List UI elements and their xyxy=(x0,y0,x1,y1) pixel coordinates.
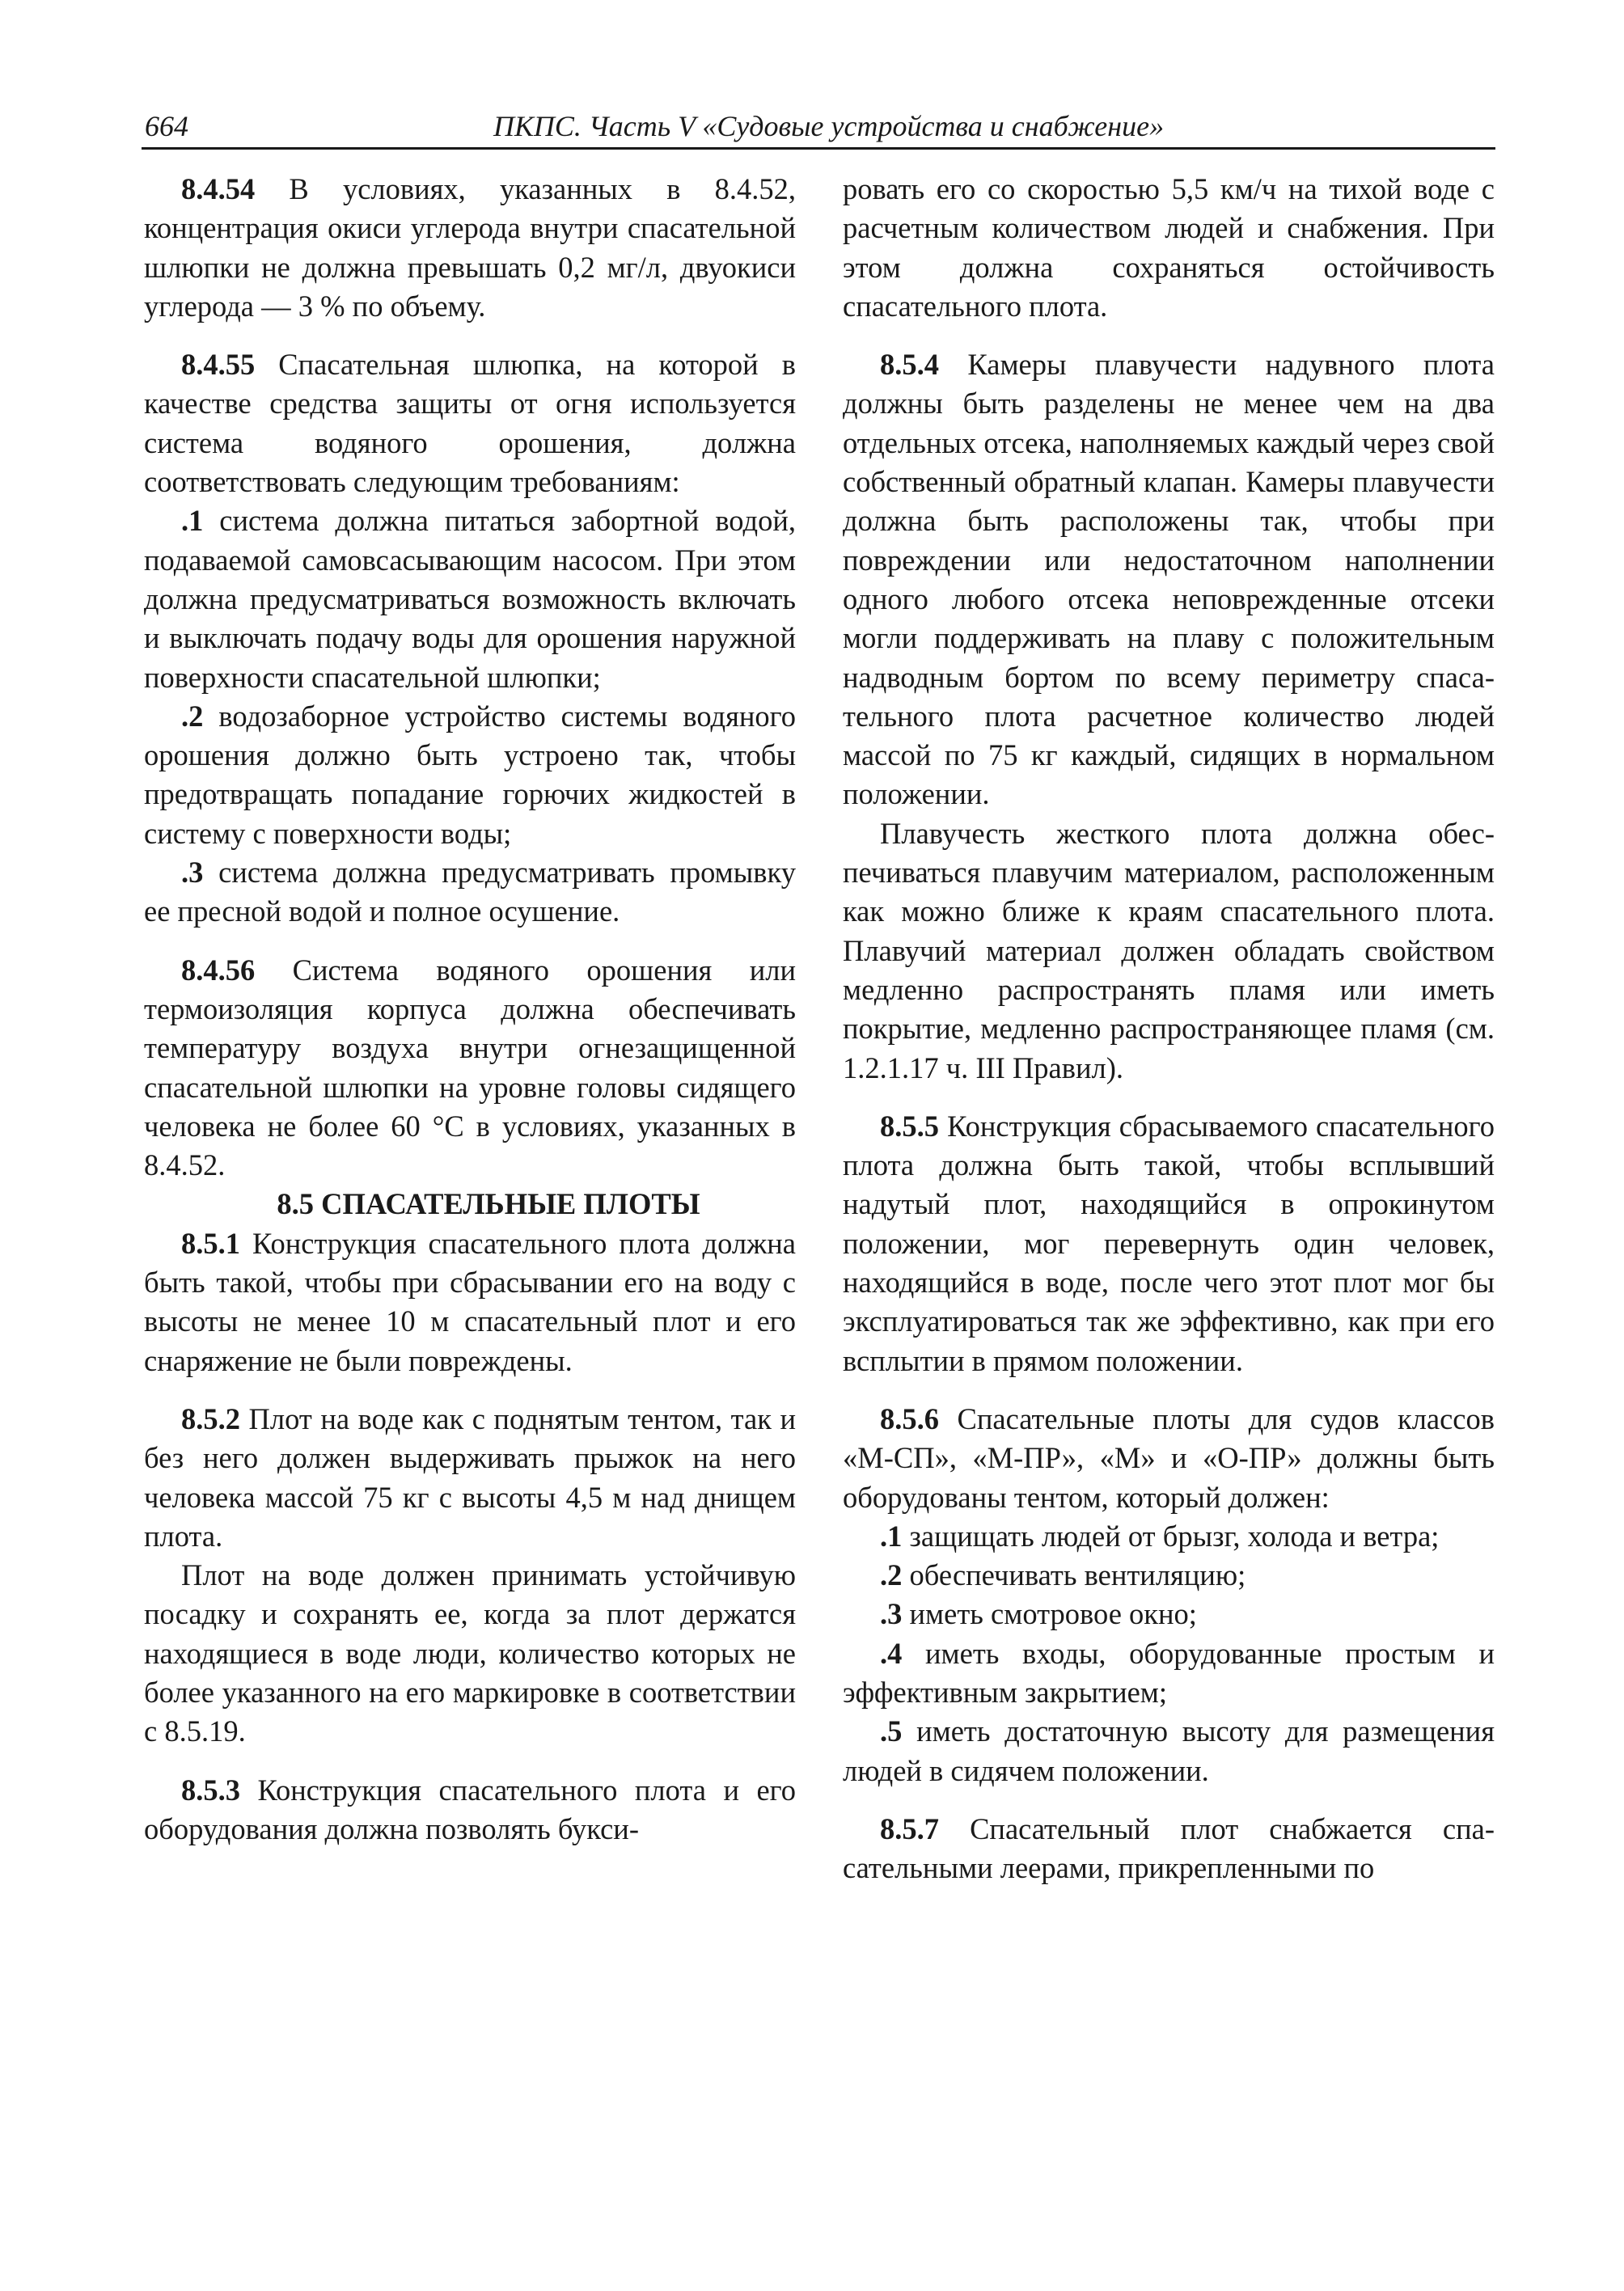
item-number: .3 xyxy=(880,1597,903,1631)
page-number: 664 xyxy=(145,110,188,142)
clause-8-5-3 xyxy=(144,1771,796,1849)
clause-text: Спасательный плот снабжается спасательными леерами, прикрепленными по xyxy=(843,1811,1495,1885)
clause-8-5-4-paragraph: Плавучесть жесткого плота должна обеспечиваться плавучим материалом, расположенным как можно ближе к краям спасательного плота. Плавучий материал должен обладать свойством медленно распространять пламя или иметь покрытие, медленно распространяющее пламя (см. 1.2.1.17 ч. III Правил). xyxy=(843,816,1495,1084)
clause-text: Спасательные плоты для судов классов «М-СП», «М-ПР», «М» и «О-ПР» должны быть оборудованы тентом, который должен: xyxy=(843,1401,1495,1514)
item-text: система должна предусматривать промывку ее пресной водой и полное осушение. xyxy=(144,856,796,928)
item-text: обеспечивать вентиляцию; xyxy=(902,1558,1246,1592)
clause-text: Конструкция спасательного плота должна быть такой, чтобы при сбрасывании его на воду с высоты не менее 10 м спасательный плот и его снаряжение не были повреждены. xyxy=(144,1226,796,1377)
clause-text: Плот на воде как с поднятым тентом, так и без него должен выдерживать прыжок на него человека массой 75 кг с высоты 4,5 м над днищем плота. xyxy=(144,1401,796,1553)
clause-text: Система водяного орошения или термоизоляция корпуса должна обеспечивать температуру воздуха внутри огнезащищенной спасательной шлюпки на уровне головы сидящего человека не более 60 °C в условиях, указанных в 8.4.52. xyxy=(144,953,796,1182)
clause-text: Конструкция спасательного плота и его оборудования должна позволять букси- xyxy=(144,1773,796,1845)
clause-8-4-55 xyxy=(144,345,796,501)
clause-8-5-7 xyxy=(843,1810,1495,1888)
clause-number: 8.4.54 xyxy=(181,172,256,205)
clause-8-5-2-paragraph: Плот на воде должен принимать устойчивую посадку и сохранять ее, когда за плот держатся находящиеся в воде люди, количество которых не более указанного на его маркировке в соответствии с 8.5.19. xyxy=(144,1558,796,1748)
item-text: иметь достаточную высоту для размещения людей в сидячем положении. xyxy=(843,1714,1495,1787)
item-text: защищать людей от брызг, холода и ветра; xyxy=(902,1519,1440,1553)
clause-number: 8.5.5 xyxy=(880,1109,939,1143)
page-header xyxy=(142,107,1495,150)
item-text: иметь смотровое окно; xyxy=(902,1597,1197,1631)
item-number: .3 xyxy=(181,856,204,890)
clause-8-5-4 xyxy=(843,345,1495,814)
clause-8-4-56 xyxy=(144,951,796,1186)
running-title: ПКПС. Часть V «Судовые устройства и снабжение» xyxy=(493,110,1165,142)
item-number: .4 xyxy=(880,1636,903,1670)
clause-text: Камеры плавучести надувного плота должны быть разделены не менее чем на два отдельных отсека, наполняемых каждый через свой собственный обратный клапан. Камеры плавучести должна быть расположены так, чтобы при повреждении или недостаточном наполнении одного любого отсека неповрежденные отсеки могли поддерживать на плаву с положительным надводным бортом по всему периметру спасательного плота расчетное количество людей массой по 75 кг каждый, сидящих в нормальном положении. xyxy=(843,348,1495,811)
item-text: система должна питаться забортной водой, подаваемой самовсасывающим насосом. При этом должна предусматриваться возможность включать и выключать подачу воды для орошения наружной поверхности спасательной шлюпки; xyxy=(144,504,796,694)
clause-8-4-55-item-3 xyxy=(144,853,796,932)
clause-text: Конструкция сбрасываемого спасательного плота должна быть такой, чтобы всплывший надутый плот, находящийся в опрокинутом положении, мог перевернуть один человек, находящийся в воде, после чего этот плот мог бы эксплуатироваться так же эффективно, как при его всплытии в прямом положении. xyxy=(843,1109,1495,1377)
clause-number: 8.5.1 xyxy=(181,1226,240,1260)
item-number: .1 xyxy=(181,504,204,538)
clause-number: 8.5.2 xyxy=(181,1401,240,1435)
clause-number: 8.4.55 xyxy=(181,348,256,382)
clause-number: 8.5.7 xyxy=(880,1811,939,1845)
clause-8-5-5 xyxy=(843,1107,1495,1380)
clause-text: В условиях, указанных в 8.4.52, концентрация окиси углерода внутри спасательной шлюпки не должна превышать 0,2 мг/л, двуокиси углерода — 3 % по объему. xyxy=(144,172,796,323)
item-number: .2 xyxy=(181,699,204,733)
clause-8-4-54 xyxy=(144,170,796,326)
clause-text: Спасательная шлюпка, на которой в качестве средства защиты от огня используется система водяного орошения, должна соответствовать следующим требованиям: xyxy=(144,348,796,499)
clause-8-4-55-item-1 xyxy=(144,501,796,696)
item-number: .5 xyxy=(880,1714,903,1748)
section-title: 8.5 СПАСАТЕЛЬНЫЕ ПЛОТЫ xyxy=(277,1187,700,1221)
left-column xyxy=(144,170,796,1849)
right-column xyxy=(843,170,1495,1887)
clause-8-5-6-item-1 xyxy=(843,1517,1495,1556)
clause-8-5-1 xyxy=(144,1224,796,1380)
clause-8-5-6-item-2 xyxy=(843,1556,1495,1595)
item-number: .1 xyxy=(880,1519,903,1553)
clause-number: 8.5.6 xyxy=(880,1401,939,1435)
clause-8-5-6 xyxy=(843,1400,1495,1517)
clause-8-5-2 xyxy=(144,1400,796,1556)
clause-8-5-6-item-5 xyxy=(843,1712,1495,1790)
item-text: водозаборное устройство системы водяного орошения должно быть устроено так, чтобы предотвращать попадание горючих жидкостей в систему с поверхности воды; xyxy=(144,699,796,850)
item-number: .2 xyxy=(880,1558,903,1592)
clause-number: 8.5.4 xyxy=(880,348,939,382)
clause-8-5-6-item-3 xyxy=(843,1595,1495,1634)
clause-8-5-3-continued: ровать его со скоростью 5,5 км/ч на тихой воде с расчетным количеством людей и снабжения. При этом должна сохраняться остойчивость спасательного плота. xyxy=(843,172,1495,323)
clause-8-5-6-item-4 xyxy=(843,1634,1495,1713)
clause-number: 8.4.56 xyxy=(181,953,256,987)
item-text: иметь входы, оборудованные простым и эффективным закрытием; xyxy=(843,1636,1495,1709)
clause-8-4-55-item-2 xyxy=(144,697,796,853)
clause-number: 8.5.3 xyxy=(181,1773,240,1807)
